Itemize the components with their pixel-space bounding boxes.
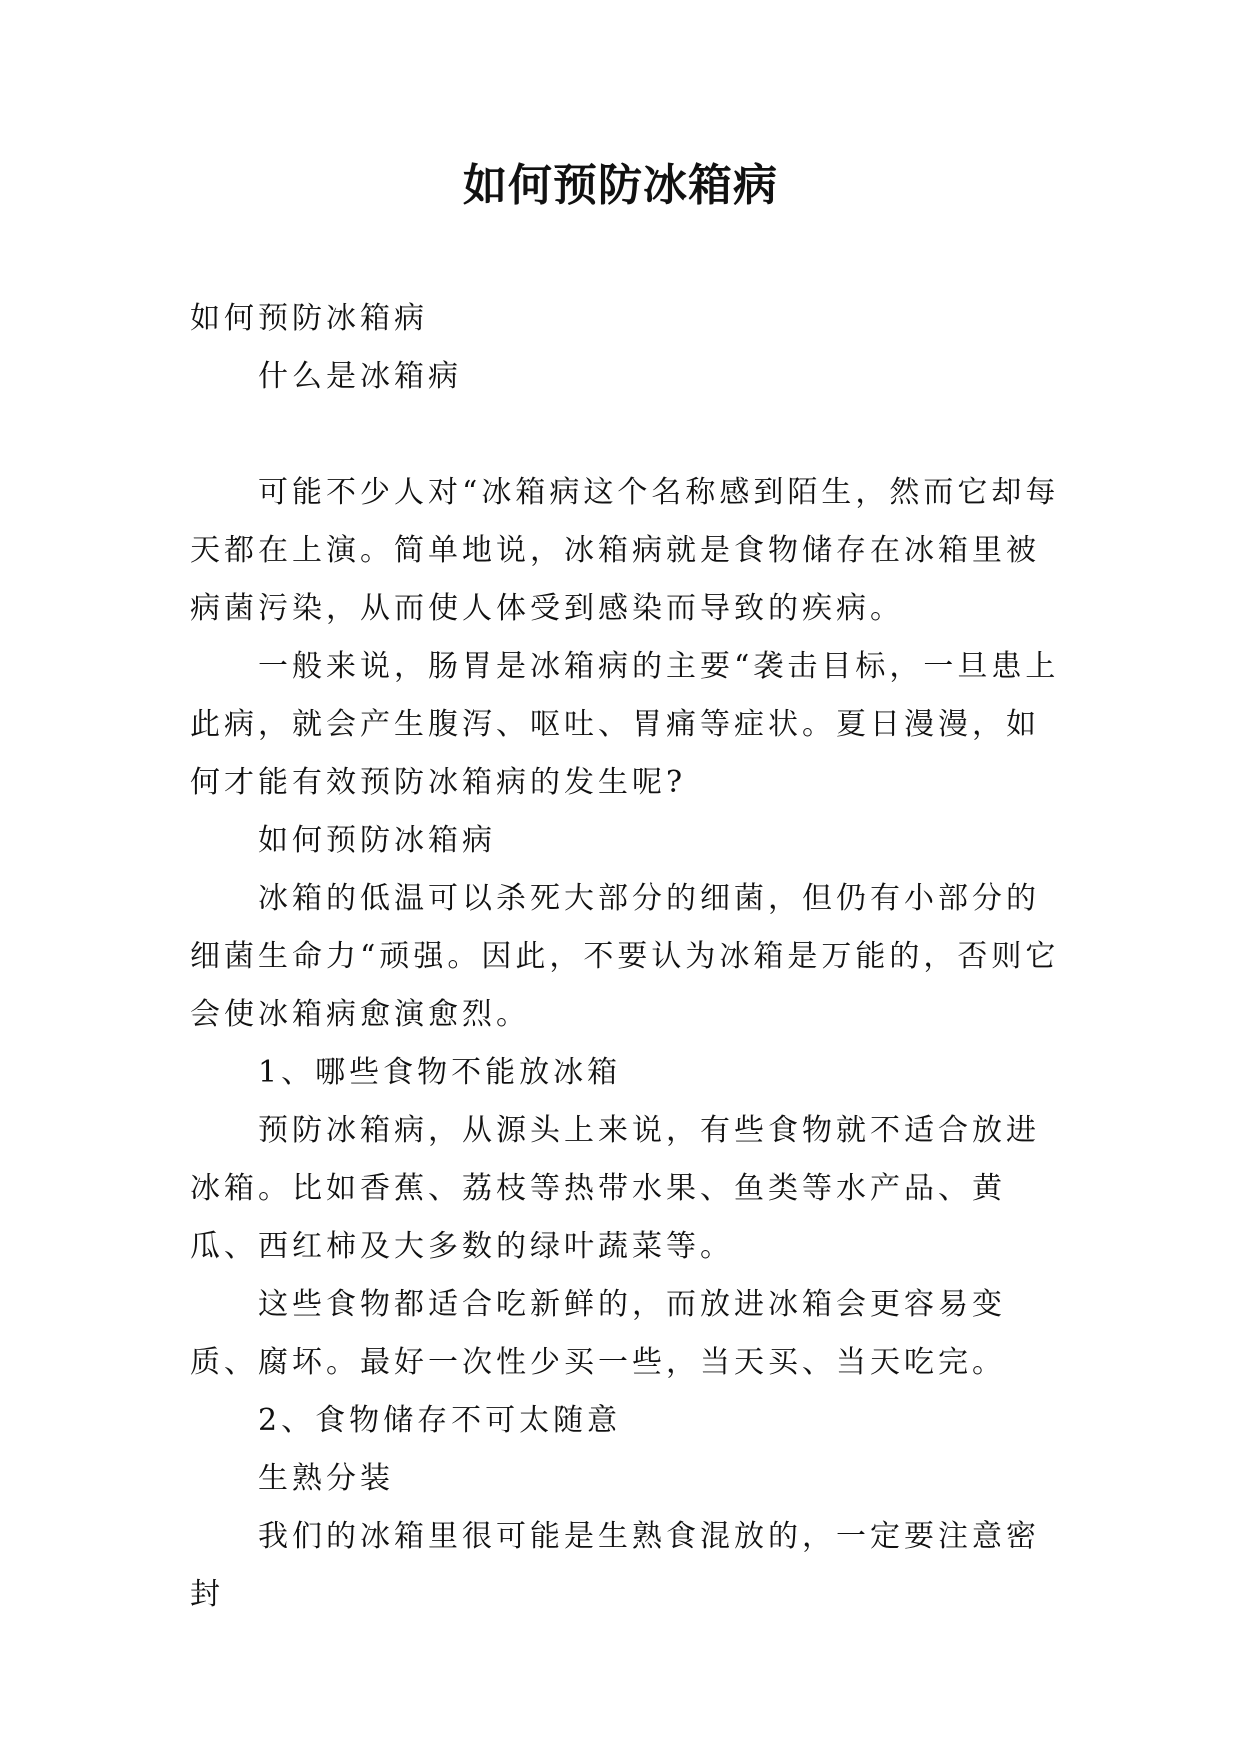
section-heading: 什么是冰箱病	[258, 359, 462, 394]
paragraph: 冰箱的低温可以杀死大部分的细菌，但仍有小部分的细菌生命力“顽强。因此，不要认为冰箱是万能的，否则它会使冰箱病愈演愈烈。	[190, 881, 1060, 1032]
paragraph: 一般来说，肠胃是冰箱病的主要“袭击目标，一旦患上此病，就会产生腹泻、呕吐、胃痛等症状。夏日漫漫，如何才能有效预防冰箱病的发生呢?	[190, 649, 1060, 800]
numbered-heading: 1、哪些食物不能放冰箱	[258, 1055, 622, 1090]
subheading: 生熟分装	[258, 1461, 394, 1496]
paragraph: 预防冰箱病，从源头上来说，有些食物就不适合放进冰箱。比如香蕉、荔枝等热带水果、鱼类等水产品、黄瓜、西红柿及大多数的绿叶蔬菜等。	[190, 1113, 1040, 1264]
document-body	[190, 290, 1070, 1624]
paragraph: 可能不少人对“冰箱病这个名称感到陌生，然而它却每天都在上演。简单地说，冰箱病就是食物储存在冰箱里被病菌污染，从而使人体受到感染而导致的疾病。	[190, 475, 1060, 626]
blank-line	[190, 406, 1070, 464]
paragraph: 我们的冰箱里很可能是生熟食混放的，一定要注意密封	[190, 1519, 1040, 1612]
paragraph-heading: 如何预防冰箱病	[190, 301, 428, 336]
document-title: 如何预防冰箱病	[463, 160, 778, 211]
numbered-heading: 2、食物储存不可太随意	[258, 1403, 622, 1438]
paragraph: 这些食物都适合吃新鲜的，而放进冰箱会更容易变质、腐坏。最好一次性少买一些，当天买、当天吃完。	[190, 1287, 1006, 1380]
section-heading: 如何预防冰箱病	[258, 823, 496, 858]
